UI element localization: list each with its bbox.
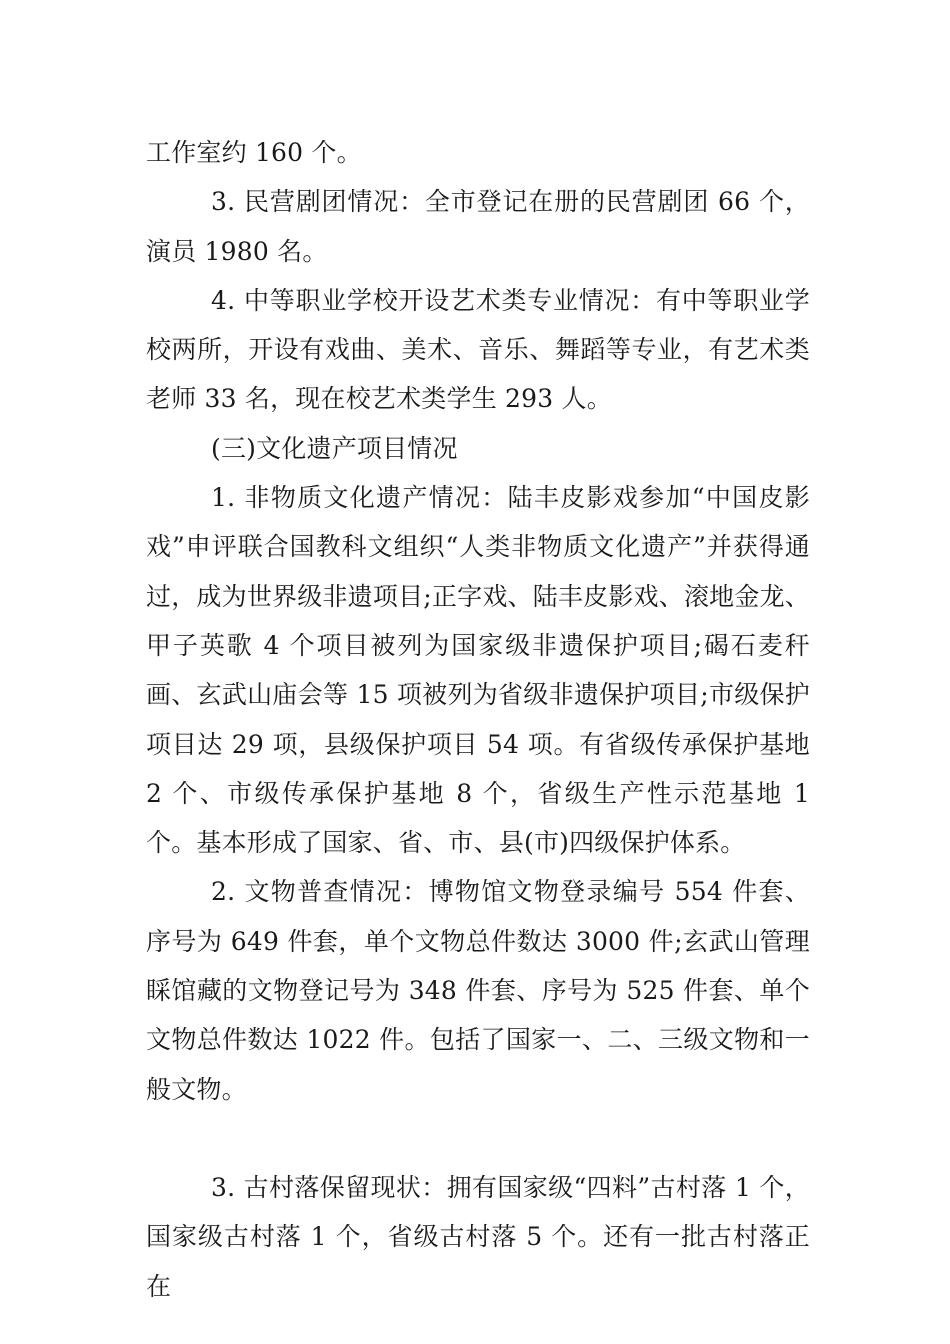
paragraph-gap bbox=[146, 1114, 810, 1163]
paragraph-intangible-heritage: 1. 非物质文化遗产情况：陆丰皮影戏参加“中国皮影戏”申评联合国教科文组织“人类非物质文化遗产”并获得通过，成为世界级非遗项目;正字戏、陆丰皮影戏、滚地金龙、甲子英歌 4 个项目被列为国家级非遗保护项目;碣石麦秆画、玄武山庙会等 15 项被列为省级非遗保护项目;市级保护项目达 29 项，县级保护项目 54 项。有省级传承保护基地 2 个、市级传承保护基地 8 个，省级生产性示范基地 1 个。基本形成了国家、省、市、县(市)四级保护体系。 bbox=[146, 483, 810, 858]
paragraph-private-troupes: 3. 民营剧团情况：全市登记在册的民营剧团 66 个，演员 1980 名。 bbox=[146, 187, 810, 266]
paragraph-vocational-schools: 4. 中等职业学校开设艺术类专业情况：有中等职业学校两所，开设有戏曲、美术、音乐、舞蹈等专业，有艺术类老师 33 名，现在校艺术类学生 293 人。 bbox=[146, 285, 810, 414]
document-body bbox=[146, 128, 810, 1311]
paragraph-relics-survey: 2. 文物普查情况：博物馆文物登录编号 554 件套、序号为 649 件套，单个文物总件数达 3000 件;玄武山管理睬馆藏的文物登记号为 348 件套、序号为 525 件套、单个文物总件数达 1022 件。包括了国家一、二、三级文物和一般文物。 bbox=[146, 877, 810, 1104]
paragraph-ancient-villages: 3. 古村落保留现状：拥有国家级“四料”古村落 1 个，国家级古村落 1 个，省级古村落 5 个。还有一批古村落正在 bbox=[146, 1172, 810, 1301]
section-heading-heritage: (三)文化遗产项目情况 bbox=[211, 433, 458, 463]
paragraph-continuation: 工作室约 160 个。 bbox=[146, 138, 362, 167]
